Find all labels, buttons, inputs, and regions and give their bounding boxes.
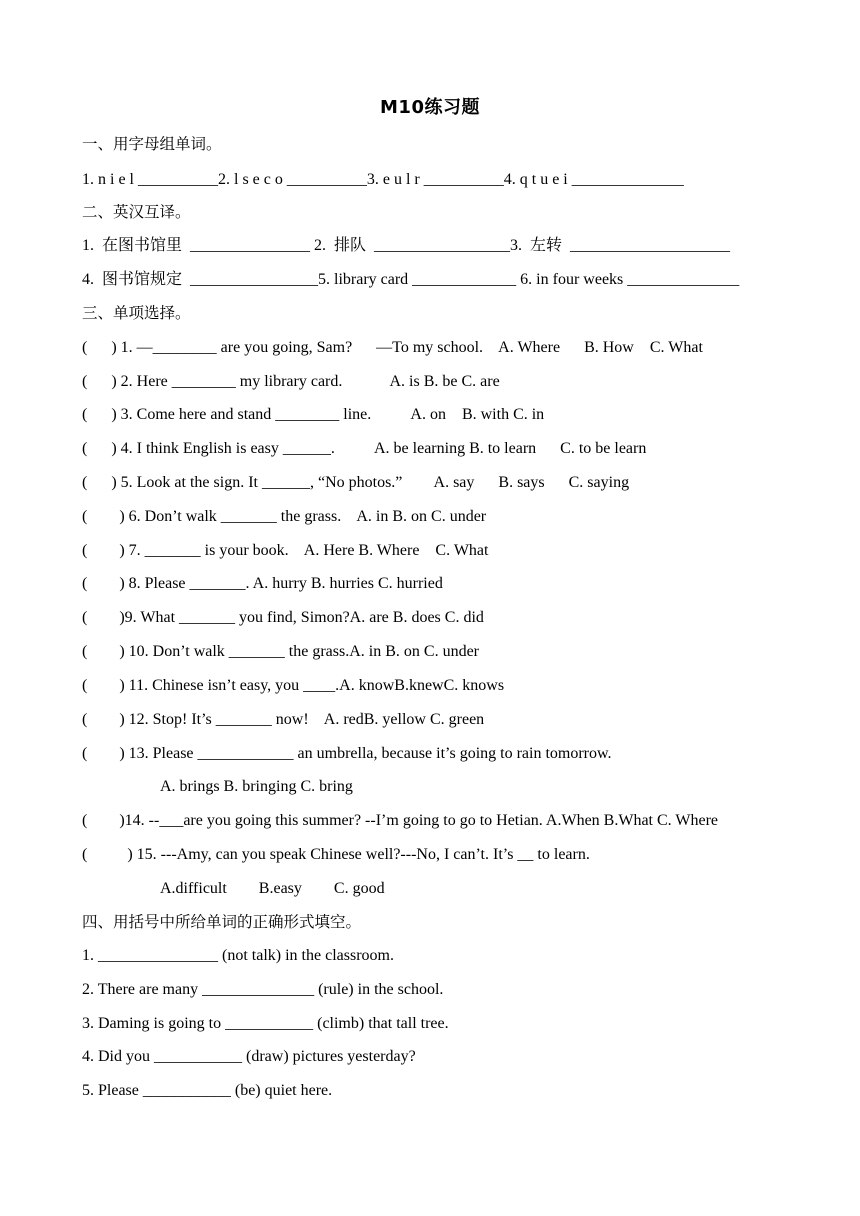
- fill-question-3: 3. Daming is going to ___________ (climb) that tall tree.: [82, 1015, 449, 1032]
- choice-question-9: ( )9. What _______ you find, Simon?A. are B. does C. did: [82, 609, 484, 626]
- choice-question-14: ( )14. --___are you going this summer? --I’m going to go to Hetian. A.When B.What C. Where: [82, 812, 719, 829]
- choice-question-8: ( ) 8. Please _______. A. hurry B. hurries C. hurried: [82, 575, 443, 592]
- section-3-heading: 三、单项选择。: [82, 304, 191, 322]
- choice-question-10: ( ) 10. Don’t walk _______ the grass.A. in B. on C. under: [82, 643, 479, 660]
- choice-question-4: ( ) 4. I think English is easy ______. A. be learning B. to learn C. to be learn: [82, 440, 647, 457]
- section-1-question-line: 1. n i e l __________2. l s e c o __________3. e u l r __________4. q t u e i ______________: [82, 171, 684, 188]
- fill-question-4: 4. Did you ___________ (draw) pictures yesterday?: [82, 1048, 416, 1065]
- choice-question-5: ( ) 5. Look at the sign. It ______, “No photos.” A. say B. says C. saying: [82, 474, 630, 491]
- section-2-line-1: 1. 在图书馆里 _______________ 2. 排队 _________________3. 左转 ____________________: [82, 237, 731, 254]
- fill-question-2: 2. There are many ______________ (rule) in the school.: [82, 981, 444, 998]
- section-2-heading: 二、英汉互译。: [82, 203, 191, 221]
- choice-question-12: ( ) 12. Stop! It’s _______ now! A. redB. yellow C. green: [82, 711, 485, 728]
- choice-question-13: ( ) 13. Please ____________ an umbrella, because it’s going to rain tomorrow.: [82, 745, 612, 762]
- section-1-heading: 一、用字母组单词。: [82, 135, 222, 153]
- choice-question-3: ( ) 3. Come here and stand ________ line. A. on B. with C. in: [82, 406, 545, 423]
- fill-question-1: 1. _______________ (not talk) in the classroom.: [82, 947, 394, 964]
- section-2-line-2: 4. 图书馆规定 ________________5. library card _____________ 6. in four weeks ______________: [82, 271, 740, 288]
- choice-question-15-options: A.difficult B.easy C. good: [160, 880, 385, 897]
- fill-question-5: 5. Please ___________ (be) quiet here.: [82, 1082, 333, 1099]
- choice-question-6: ( ) 6. Don’t walk _______ the grass. A. in B. on C. under: [82, 508, 487, 525]
- choice-question-11: ( ) 11. Chinese isn’t easy, you ____.A. knowB.knewC. knows: [82, 677, 505, 694]
- page-title: M10练习题: [380, 97, 480, 118]
- section-4-heading: 四、用括号中所给单词的正确形式填空。: [82, 913, 362, 931]
- choice-question-2: ( ) 2. Here ________ my library card. A. is B. be C. are: [82, 373, 500, 390]
- choice-question-1: ( ) 1. —________ are you going, Sam? —To my school. A. Where B. How C. What: [82, 339, 703, 356]
- choice-question-7: ( ) 7. _______ is your book. A. Here B. Where C. What: [82, 542, 489, 559]
- choice-question-15: ( ) 15. ---Amy, can you speak Chinese well?---No, I can’t. It’s __ to learn.: [82, 846, 590, 863]
- choice-question-13-options: A. brings B. bringing C. bring: [160, 778, 353, 795]
